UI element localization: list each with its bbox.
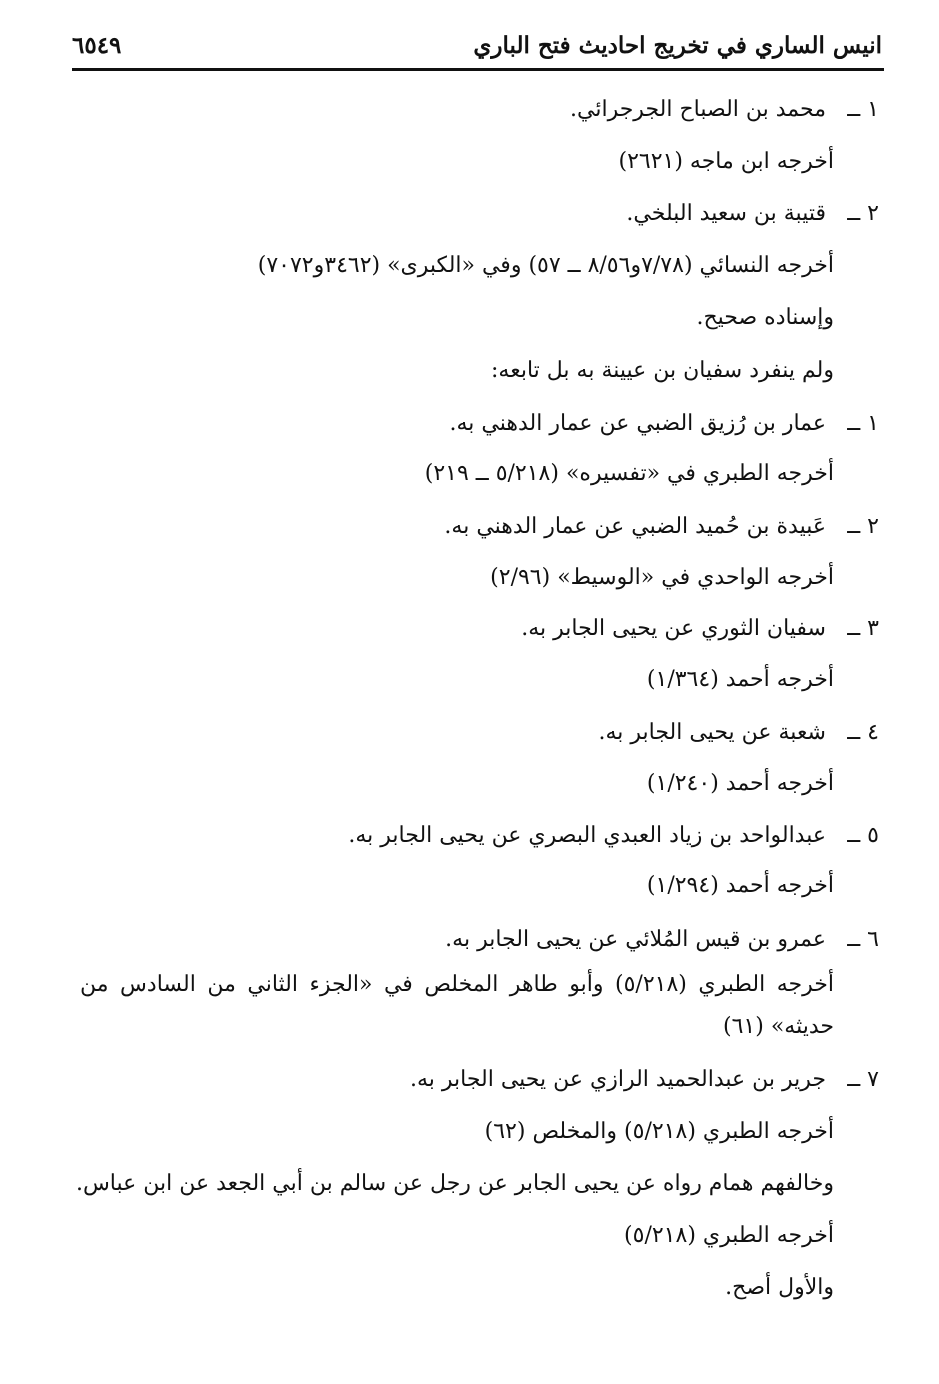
item-number: ٢ ــ <box>847 514 879 539</box>
item-number: ١ ــ <box>847 411 879 436</box>
narrator-text: قتيبة بن سعيد البلخي. <box>626 201 826 226</box>
book-title: انيس الساري في تخريج احاديث فتح الباري <box>473 32 882 59</box>
citation-line: أخرجه أحمد (١/٢٩٤) <box>646 873 834 898</box>
citation-paragraph: أخرجه الطبري (٥/٢١٨) وأبو طاهر المخلص في «الجزء الثاني من السادس من حديثه» (٦١) <box>80 972 834 1039</box>
citation-line: أخرجه ابن ماجه (٢٦٢١) <box>618 149 834 174</box>
narrator-text: عمرو بن قيس المُلائي عن يحيى الجابر به. <box>445 927 826 952</box>
header-divider <box>72 68 884 71</box>
item-number: ٢ ــ <box>847 201 879 226</box>
item-number: ٤ ــ <box>847 720 879 745</box>
citation-line: أخرجه أحمد (١/٢٤٠) <box>646 771 834 796</box>
citation-line: أخرجه الطبري (٥/٢١٨) <box>624 1223 834 1248</box>
numbered-item <box>626 198 879 230</box>
item-number: ٦ ــ <box>847 927 879 952</box>
numbered-item <box>570 94 879 126</box>
page-number: ٦٥٤٩ <box>72 32 122 59</box>
item-number: ٧ ــ <box>847 1067 879 1092</box>
citation-line: أخرجه الطبري في «تفسيره» (٥/٢١٨ ــ ٢١٩) <box>424 461 834 486</box>
citation-line: أخرجه أحمد (١/٣٦٤) <box>646 667 834 692</box>
citation-line: أخرجه الطبري (٥/٢١٨) والمخلص (٦٢) <box>484 1119 834 1144</box>
narrator-text: شعبة عن يحيى الجابر به. <box>598 720 826 745</box>
numbered-item <box>444 511 879 543</box>
narrator-text: عمار بن رُزيق الضبي عن عمار الدهني به. <box>449 411 826 436</box>
numbered-item <box>445 924 879 956</box>
narrator-text: عَبيدة بن حُميد الضبي عن عمار الدهني به. <box>444 514 826 539</box>
narrator-text: جرير بن عبدالحميد الرازي عن يحيى الجابر به. <box>409 1067 826 1092</box>
numbered-item <box>410 1064 879 1096</box>
numbered-item <box>348 820 879 852</box>
numbered-item <box>450 408 879 440</box>
numbered-item <box>598 717 879 749</box>
running-header <box>72 28 882 68</box>
item-number: ٥ ــ <box>847 823 879 848</box>
citation-line: أخرجه الواحدي في «الوسيط» (٢/٩٦) <box>490 565 834 590</box>
numbered-item <box>521 613 879 645</box>
text-line: وإسناده صحيح. <box>696 305 834 330</box>
narrator-text: سفيان الثوري عن يحيى الجابر به. <box>521 616 826 641</box>
text-line: وخالفهم همام رواه عن يحيى الجابر عن رجل عن سالم بن أبي الجعد عن ابن عباس. <box>75 1171 834 1196</box>
text-line: ولم ينفرد سفيان بن عيينة به بل تابعه: <box>491 358 834 383</box>
item-number: ١ ــ <box>847 97 879 122</box>
citation-line: أخرجه النسائي (٧/٧٨و٨/٥٦ ــ ٥٧) وفي «الكبرى» (٣٤٦٢و٧٠٧٢) <box>257 253 834 278</box>
narrator-text: عبدالواحد بن زياد العبدي البصري عن يحيى الجابر به. <box>348 823 826 848</box>
text-line: والأول أصح. <box>725 1275 834 1300</box>
item-number: ٣ ــ <box>847 616 879 641</box>
narrator-text: محمد بن الصباح الجرجرائي. <box>570 97 826 122</box>
